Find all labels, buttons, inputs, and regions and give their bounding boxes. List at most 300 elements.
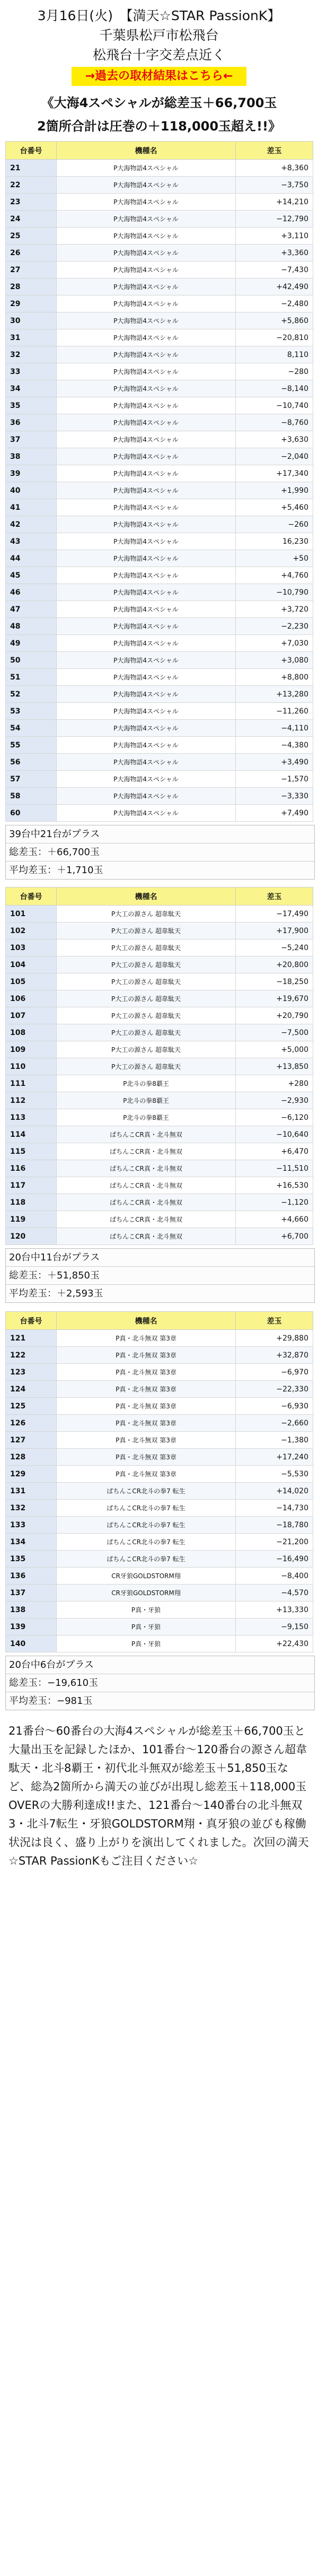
column-header-no: 台番号 — [6, 1312, 57, 1330]
machine-name-cell: ぱちんこCR真・北斗無双 — [57, 1126, 236, 1143]
machine-name-cell: P大海物語4スペシャル — [57, 788, 236, 805]
machine-name-cell: P大海物語4スペシャル — [57, 533, 236, 550]
machine-name-cell: P真・北斗無双 第3章 — [57, 1432, 236, 1449]
table-row — [6, 499, 313, 516]
machine-number-cell: 46 — [6, 584, 57, 601]
table-row — [6, 1160, 313, 1177]
diff-value-cell: +6,470 — [236, 1143, 313, 1160]
machine-number-cell: 140 — [6, 1635, 57, 1652]
machine-name-cell: ぱちんこCR北斗の拳7 転生 — [57, 1500, 236, 1517]
machine-name-cell: P大海物語4スペシャル — [57, 363, 236, 380]
table-header-row — [6, 887, 313, 906]
machine-name-cell: P大海物語4スペシャル — [57, 380, 236, 397]
location-line: 千葉県松戸市松飛台 — [99, 28, 219, 43]
machine-name-cell: P大海物語4スペシャル — [57, 499, 236, 516]
table-row — [6, 1551, 313, 1568]
machine-number-cell: 103 — [6, 939, 57, 956]
machine-number-cell: 58 — [6, 788, 57, 805]
diff-value-cell: −18,250 — [236, 973, 313, 990]
diff-value-cell: −10,740 — [236, 397, 313, 414]
past-results-link[interactable]: →過去の取材結果はこちら← — [72, 67, 246, 86]
machine-name-cell: P大海物語4スペシャル — [57, 177, 236, 194]
machine-number-cell: 49 — [6, 635, 57, 652]
table-row — [6, 1635, 313, 1652]
machine-number-cell: 21 — [6, 160, 57, 177]
machine-name-cell: P真・牙狼 — [57, 1618, 236, 1635]
diff-value-cell: +4,660 — [236, 1211, 313, 1228]
machine-number-cell: 115 — [6, 1143, 57, 1160]
diff-value-cell: −8,400 — [236, 1568, 313, 1585]
table-row — [6, 737, 313, 754]
machine-number-cell: 122 — [6, 1347, 57, 1364]
summary-box-section1 — [5, 825, 315, 880]
machine-name-cell: P大海物語4スペシャル — [57, 397, 236, 414]
machine-name-cell: P大海物語4スペシャル — [57, 414, 236, 431]
machine-name-cell: P真・北斗無双 第3章 — [57, 1330, 236, 1347]
machine-name-cell: P北斗の拳8覇王 — [57, 1109, 236, 1126]
diff-value-cell: +14,020 — [236, 1483, 313, 1500]
diff-value-cell: +17,340 — [236, 465, 313, 482]
table-row — [6, 1109, 313, 1126]
machine-number-cell: 44 — [6, 550, 57, 567]
diff-value-cell: −7,430 — [236, 262, 313, 279]
table-row — [6, 1602, 313, 1618]
table-row — [6, 754, 313, 771]
diff-value-cell: −8,140 — [236, 380, 313, 397]
summary-box-section3 — [5, 1656, 315, 1710]
diff-value-cell: +5,860 — [236, 312, 313, 329]
diff-value-cell: +5,000 — [236, 1041, 313, 1058]
diff-value-cell: −5,240 — [236, 939, 313, 956]
diff-value-cell: +19,670 — [236, 990, 313, 1007]
total-diff: 総差玉：−19,610玉 — [6, 1674, 314, 1692]
table-row — [6, 533, 313, 550]
table-row — [6, 397, 313, 414]
diff-value-cell: +17,240 — [236, 1449, 313, 1466]
table-row — [6, 414, 313, 431]
machine-number-cell: 120 — [6, 1228, 57, 1245]
table-row — [6, 329, 313, 346]
machine-name-cell: P大海物語4スペシャル — [57, 737, 236, 754]
diff-value-cell: +20,800 — [236, 956, 313, 973]
machine-number-cell: 112 — [6, 1092, 57, 1109]
diff-value-cell: +3,490 — [236, 754, 313, 771]
diff-value-cell: −12,790 — [236, 211, 313, 228]
machine-name-cell: P大海物語4スペシャル — [57, 279, 236, 295]
machine-number-cell: 32 — [6, 346, 57, 363]
column-header-no: 台番号 — [6, 887, 57, 906]
diff-value-cell: +13,280 — [236, 686, 313, 703]
machine-name-cell: CR牙狼GOLDSTORM翔 — [57, 1585, 236, 1602]
table-row — [6, 448, 313, 465]
machine-number-cell: 51 — [6, 669, 57, 686]
machine-number-cell: 111 — [6, 1075, 57, 1092]
machine-name-cell: ぱちんこCR真・北斗無双 — [57, 1211, 236, 1228]
table-row — [6, 295, 313, 312]
diff-value-cell: +5,460 — [236, 499, 313, 516]
machine-name-cell: P大海物語4スペシャル — [57, 652, 236, 669]
machine-name-cell: P真・北斗無双 第3章 — [57, 1364, 236, 1381]
table-row — [6, 380, 313, 397]
machine-name-cell: ぱちんこCR北斗の拳7 転生 — [57, 1517, 236, 1534]
machine-number-cell: 53 — [6, 703, 57, 720]
machine-number-cell: 42 — [6, 516, 57, 533]
machine-number-cell: 129 — [6, 1466, 57, 1483]
table-row — [6, 973, 313, 990]
diff-value-cell: −17,490 — [236, 906, 313, 923]
table-row — [6, 1211, 313, 1228]
machine-name-cell: P北斗の拳8覇王 — [57, 1092, 236, 1109]
machine-number-cell: 52 — [6, 686, 57, 703]
machine-number-cell: 135 — [6, 1551, 57, 1568]
table-row — [6, 1415, 313, 1432]
table-row — [6, 1024, 313, 1041]
diff-value-cell: −260 — [236, 516, 313, 533]
machine-number-cell: 117 — [6, 1177, 57, 1194]
diff-value-cell: +13,850 — [236, 1058, 313, 1075]
plus-count: 20台中6台がプラス — [6, 1656, 314, 1674]
machine-name-cell: P大海物語4スペシャル — [57, 465, 236, 482]
table-row — [6, 1126, 313, 1143]
machine-name-cell: P大海物語4スペシャル — [57, 211, 236, 228]
machine-number-cell: 106 — [6, 990, 57, 1007]
table-row — [6, 279, 313, 295]
machine-name-cell: P大海物語4スペシャル — [57, 703, 236, 720]
machine-name-cell: P大海物語4スペシャル — [57, 805, 236, 822]
diff-value-cell: +3,360 — [236, 245, 313, 262]
machine-name-cell: P大海物語4スペシャル — [57, 550, 236, 567]
diff-value-cell: −280 — [236, 363, 313, 380]
machine-number-cell: 132 — [6, 1500, 57, 1517]
machine-name-cell: ぱちんこCR北斗の拳7 転生 — [57, 1534, 236, 1551]
table-row — [6, 1330, 313, 1347]
machine-name-cell: P大海物語4スペシャル — [57, 160, 236, 177]
diff-value-cell: 16,230 — [236, 533, 313, 550]
table-row — [6, 346, 313, 363]
diff-value-cell: +6,700 — [236, 1228, 313, 1245]
machine-number-cell: 23 — [6, 194, 57, 211]
table-row — [6, 262, 313, 279]
table-row — [6, 177, 313, 194]
table-row — [6, 1432, 313, 1449]
machine-number-cell: 34 — [6, 380, 57, 397]
table-row — [6, 1517, 313, 1534]
diff-value-cell: +42,490 — [236, 279, 313, 295]
machine-number-cell: 121 — [6, 1330, 57, 1347]
column-header-name: 機種名 — [57, 887, 236, 906]
machine-number-cell: 41 — [6, 499, 57, 516]
diff-value-cell: +17,900 — [236, 923, 313, 939]
table-row — [6, 635, 313, 652]
diff-value-cell: −20,810 — [236, 329, 313, 346]
table-row — [6, 1092, 313, 1109]
machine-number-cell: 56 — [6, 754, 57, 771]
plus-count: 20台中11台がプラス — [6, 1249, 314, 1267]
diff-value-cell: −2,930 — [236, 1092, 313, 1109]
diff-value-cell: +1,990 — [236, 482, 313, 499]
table-row — [6, 211, 313, 228]
machine-number-cell: 123 — [6, 1364, 57, 1381]
diff-value-cell: +8,360 — [236, 160, 313, 177]
machine-number-cell: 124 — [6, 1381, 57, 1398]
machine-number-cell: 35 — [6, 397, 57, 414]
machine-name-cell: P大海物語4スペシャル — [57, 754, 236, 771]
diff-value-cell: +13,330 — [236, 1602, 313, 1618]
table-row — [6, 1500, 313, 1517]
machine-name-cell: ぱちんこCR真・北斗無双 — [57, 1228, 236, 1245]
machine-number-cell: 109 — [6, 1041, 57, 1058]
table-row — [6, 939, 313, 956]
table-row — [6, 669, 313, 686]
table-row — [6, 1618, 313, 1635]
machine-number-cell: 30 — [6, 312, 57, 329]
machine-number-cell: 39 — [6, 465, 57, 482]
table-row — [6, 1041, 313, 1058]
table-row — [6, 482, 313, 499]
table-row — [6, 363, 313, 380]
diff-value-cell: −6,970 — [236, 1364, 313, 1381]
machine-number-cell: 138 — [6, 1602, 57, 1618]
machine-number-cell: 60 — [6, 805, 57, 822]
table-row — [6, 312, 313, 329]
machine-name-cell: ぱちんこCR真・北斗無双 — [57, 1160, 236, 1177]
table-row — [6, 923, 313, 939]
diff-value-cell: +7,490 — [236, 805, 313, 822]
machine-name-cell: CR牙狼GOLDSTORM翔 — [57, 1568, 236, 1585]
machine-number-cell: 137 — [6, 1585, 57, 1602]
diff-value-cell: 8,110 — [236, 346, 313, 363]
diff-value-cell: +7,030 — [236, 635, 313, 652]
diff-value-cell: −18,780 — [236, 1517, 313, 1534]
diff-value-cell: +280 — [236, 1075, 313, 1092]
column-header-name: 機種名 — [57, 142, 236, 160]
machine-number-cell: 38 — [6, 448, 57, 465]
machine-number-cell: 26 — [6, 245, 57, 262]
date-store-line: 3月16日(火) 【満天☆STAR PassionK】 — [37, 8, 281, 23]
table-header-row — [6, 1312, 313, 1330]
average-diff: 平均差玉：＋2,593玉 — [6, 1285, 314, 1302]
machine-number-cell: 128 — [6, 1449, 57, 1466]
machine-number-cell: 102 — [6, 923, 57, 939]
diff-value-cell: −21,200 — [236, 1534, 313, 1551]
diff-value-cell: −10,790 — [236, 584, 313, 601]
machine-name-cell: P真・北斗無双 第3章 — [57, 1398, 236, 1415]
machine-name-cell: P真・牙狼 — [57, 1635, 236, 1652]
machine-number-cell: 25 — [6, 228, 57, 245]
results-table-section3 — [5, 1311, 313, 1652]
diff-value-cell: −4,380 — [236, 737, 313, 754]
table-row — [6, 1007, 313, 1024]
machine-number-cell: 37 — [6, 431, 57, 448]
article-header — [5, 6, 313, 138]
machine-name-cell: P大海物語4スペシャル — [57, 601, 236, 618]
machine-name-cell: P真・北斗無双 第3章 — [57, 1347, 236, 1364]
table-row — [6, 584, 313, 601]
area-line: 松飛台十字交差点近く — [92, 47, 225, 63]
machine-number-cell: 133 — [6, 1517, 57, 1534]
table-row — [6, 788, 313, 805]
machine-name-cell: ぱちんこCR真・北斗無双 — [57, 1194, 236, 1211]
machine-number-cell: 131 — [6, 1483, 57, 1500]
diff-value-cell: −1,570 — [236, 771, 313, 788]
machine-number-cell: 107 — [6, 1007, 57, 1024]
diff-value-cell: +3,110 — [236, 228, 313, 245]
table-row — [6, 1466, 313, 1483]
machine-name-cell: P大海物語4スペシャル — [57, 669, 236, 686]
machine-name-cell: P北斗の拳8覇王 — [57, 1075, 236, 1092]
machine-name-cell: P大海物語4スペシャル — [57, 228, 236, 245]
table-row — [6, 431, 313, 448]
diff-value-cell: −2,480 — [236, 295, 313, 312]
machine-number-cell: 33 — [6, 363, 57, 380]
machine-number-cell: 114 — [6, 1126, 57, 1143]
machine-name-cell: P大海物語4スペシャル — [57, 245, 236, 262]
machine-number-cell: 113 — [6, 1109, 57, 1126]
machine-number-cell: 22 — [6, 177, 57, 194]
table-row — [6, 1194, 313, 1211]
machine-name-cell: P大海物語4スペシャル — [57, 686, 236, 703]
diff-value-cell: −11,260 — [236, 703, 313, 720]
machine-number-cell: 29 — [6, 295, 57, 312]
machine-number-cell: 47 — [6, 601, 57, 618]
diff-value-cell: +22,430 — [236, 1635, 313, 1652]
machine-number-cell: 24 — [6, 211, 57, 228]
diff-value-cell: +16,530 — [236, 1177, 313, 1194]
machine-name-cell: P真・牙狼 — [57, 1602, 236, 1618]
machine-name-cell: P真・北斗無双 第3章 — [57, 1466, 236, 1483]
table-row — [6, 805, 313, 822]
machine-name-cell: P大工の源さん 超韋駄天 — [57, 1024, 236, 1041]
diff-value-cell: −2,230 — [236, 618, 313, 635]
diff-value-cell: −1,120 — [236, 1194, 313, 1211]
diff-value-cell: −11,510 — [236, 1160, 313, 1177]
diff-value-cell: −6,120 — [236, 1109, 313, 1126]
table-row — [6, 228, 313, 245]
machine-name-cell: P大海物語4スペシャル — [57, 194, 236, 211]
table-row — [6, 1143, 313, 1160]
headline-line-2: 2箇所合計は圧巻の＋118,000玉超え!!》 — [37, 119, 281, 134]
table-row — [6, 1398, 313, 1415]
table-row — [6, 1228, 313, 1245]
table-row — [6, 1058, 313, 1075]
machine-number-cell: 127 — [6, 1432, 57, 1449]
machine-name-cell: P大海物語4スペシャル — [57, 295, 236, 312]
table-row — [6, 465, 313, 482]
diff-value-cell: −2,040 — [236, 448, 313, 465]
diff-value-cell: −22,330 — [236, 1381, 313, 1398]
diff-value-cell: +8,800 — [236, 669, 313, 686]
diff-value-cell: +32,870 — [236, 1347, 313, 1364]
total-diff: 総差玉：＋66,700玉 — [6, 843, 314, 861]
column-header-diff: 差玉 — [236, 887, 313, 906]
machine-number-cell: 55 — [6, 737, 57, 754]
total-diff: 総差玉：＋51,850玉 — [6, 1267, 314, 1285]
machine-name-cell: P大海物語4スペシャル — [57, 635, 236, 652]
machine-number-cell: 50 — [6, 652, 57, 669]
machine-number-cell: 136 — [6, 1568, 57, 1585]
table-row — [6, 160, 313, 177]
diff-value-cell: −4,110 — [236, 720, 313, 737]
machine-name-cell: P大海物語4スペシャル — [57, 618, 236, 635]
table-row — [6, 1449, 313, 1466]
table-header-row — [6, 142, 313, 160]
table-row — [6, 720, 313, 737]
diff-value-cell: −9,150 — [236, 1618, 313, 1635]
machine-name-cell: ぱちんこCR北斗の拳7 転生 — [57, 1551, 236, 1568]
machine-number-cell: 48 — [6, 618, 57, 635]
table-row — [6, 1483, 313, 1500]
table-row — [6, 1364, 313, 1381]
machine-number-cell: 54 — [6, 720, 57, 737]
table-row — [6, 601, 313, 618]
closing-paragraph: 21番台〜60番台の大海4スペシャルが総差玉＋66,700玉と大量出玉を記録したほか、101番台〜120番台の源さん超韋駄天・北斗8覇王・初代北斗無双が総差玉＋51,850玉など、総為2箇所から満天の並びが出現し総差玉＋118,000玉OVERの大勝利達成!!また、121番台〜140番台の北斗無双3・北斗7転生・牙狼GOLDSTORM翔・真牙狼の並びも稼働状況は良く、盛り上がりを演出してくれました。次回の満天☆STAR PassionKもご注目ください☆ — [8, 1725, 309, 1867]
machine-name-cell: P大海物語4スペシャル — [57, 312, 236, 329]
table-row — [6, 652, 313, 669]
machine-name-cell: P大海物語4スペシャル — [57, 584, 236, 601]
machine-name-cell: P大海物語4スペシャル — [57, 262, 236, 279]
machine-name-cell: ぱちんこCR真・北斗無双 — [57, 1143, 236, 1160]
results-table-section2 — [5, 887, 313, 1245]
machine-name-cell: P大海物語4スペシャル — [57, 567, 236, 584]
machine-number-cell: 40 — [6, 482, 57, 499]
machine-name-cell: P真・北斗無双 第3章 — [57, 1449, 236, 1466]
machine-number-cell: 116 — [6, 1160, 57, 1177]
headline-line-1: 《大海4スペシャルが総差玉＋66,700玉 — [41, 95, 277, 110]
machine-name-cell: P大工の源さん 超韋駄天 — [57, 990, 236, 1007]
machine-number-cell: 45 — [6, 567, 57, 584]
machine-number-cell: 28 — [6, 279, 57, 295]
average-diff: 平均差玉：−981玉 — [6, 1692, 314, 1710]
diff-value-cell: −1,380 — [236, 1432, 313, 1449]
column-header-diff: 差玉 — [236, 142, 313, 160]
diff-value-cell: −4,570 — [236, 1585, 313, 1602]
table-row — [6, 194, 313, 211]
machine-name-cell: P大工の源さん 超韋駄天 — [57, 923, 236, 939]
machine-number-cell: 57 — [6, 771, 57, 788]
table-row — [6, 1347, 313, 1364]
diff-value-cell: +4,760 — [236, 567, 313, 584]
table-row — [6, 771, 313, 788]
machine-number-cell: 119 — [6, 1211, 57, 1228]
summary-box-section2 — [5, 1248, 315, 1303]
table-row — [6, 550, 313, 567]
machine-number-cell: 101 — [6, 906, 57, 923]
table-row — [6, 1381, 313, 1398]
diff-value-cell: −8,760 — [236, 414, 313, 431]
diff-value-cell: −3,330 — [236, 788, 313, 805]
table-row — [6, 567, 313, 584]
diff-value-cell: +3,630 — [236, 431, 313, 448]
column-header-name: 機種名 — [57, 1312, 236, 1330]
diff-value-cell: −6,930 — [236, 1398, 313, 1415]
table-row — [6, 1534, 313, 1551]
machine-name-cell: P大海物語4スペシャル — [57, 771, 236, 788]
machine-name-cell: P大工の源さん 超韋駄天 — [57, 956, 236, 973]
diff-value-cell: −7,500 — [236, 1024, 313, 1041]
table-row — [6, 618, 313, 635]
diff-value-cell: +3,080 — [236, 652, 313, 669]
machine-name-cell: P大海物語4スペシャル — [57, 516, 236, 533]
average-diff: 平均差玉：＋1,710玉 — [6, 861, 314, 879]
machine-name-cell: P大工の源さん 超韋駄天 — [57, 1007, 236, 1024]
machine-name-cell: P大海物語4スペシャル — [57, 720, 236, 737]
machine-number-cell: 125 — [6, 1398, 57, 1415]
machine-number-cell: 110 — [6, 1058, 57, 1075]
machine-number-cell: 105 — [6, 973, 57, 990]
column-header-diff: 差玉 — [236, 1312, 313, 1330]
machine-name-cell: ぱちんこCR北斗の拳7 転生 — [57, 1483, 236, 1500]
machine-name-cell: P大海物語4スペシャル — [57, 448, 236, 465]
